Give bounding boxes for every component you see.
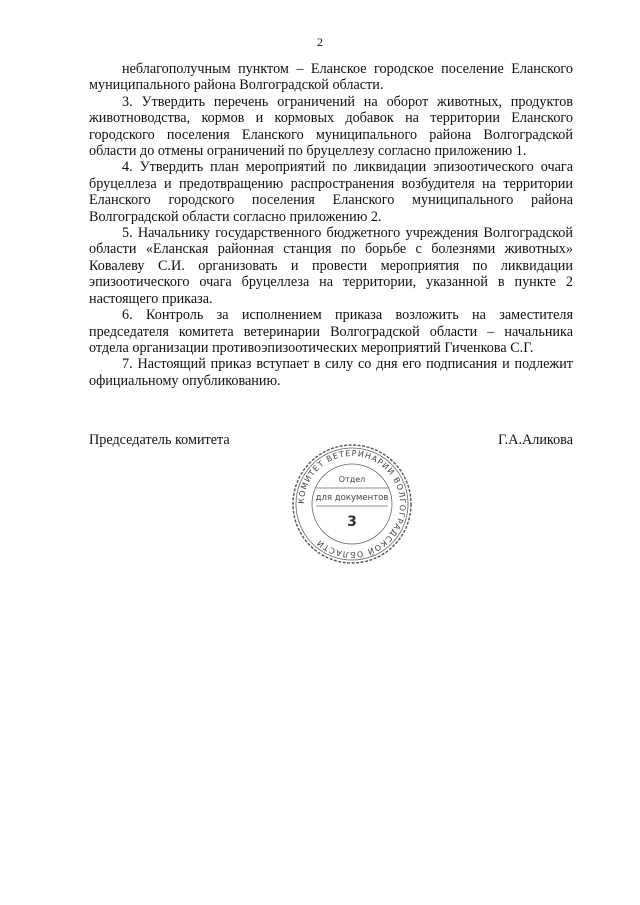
signatory-name: Г.А.Аликова bbox=[498, 432, 573, 448]
paragraph-item-7: 7. Настоящий приказ вступает в силу со дня его подписания и подлежит официальному опубликованию. bbox=[89, 356, 573, 389]
page-number: 2 bbox=[317, 35, 323, 49]
paragraph-item-3: 3. Утвердить перечень ограничений на оборот животных, продуктов животноводства, кормов и кормовых добавок на территории Еланского городского поселения Еланского муниципального района Волгоградской области до отмены ограничений по бруцеллезу согласно приложению 1. bbox=[89, 93, 573, 160]
paragraph-item-5: 5. Начальнику государственного бюджетного учреждения Волгоградской области «Еланская районная станция по борьбе с болезнями животных» Ковалеву С.И. организовать и провести мероприятия по ликвидации эпизоотического очага бруцеллеза на территории, указанной в пункте 2 настоящего приказа. bbox=[89, 225, 573, 307]
stamp-center-top: Отдел bbox=[338, 475, 366, 484]
signatory-title: Председатель комитета bbox=[89, 432, 230, 448]
document-body bbox=[89, 61, 573, 389]
stamp-center-mid: для документов bbox=[315, 493, 389, 503]
paragraph-item-6: 6. Контроль за исполнением приказа возложить на заместителя председателя комитета ветеринарии Волгоградской области – начальника отдела организации противоэпизоотических мероприятий Гиченкова С.Г. bbox=[89, 307, 573, 356]
official-stamp bbox=[290, 442, 414, 566]
svg-text:КОМИТЕТ ВЕТЕРИНАРИИ ВОЛГОГРАДС bbox=[297, 449, 407, 559]
stamp-ring-text: КОМИТЕТ ВЕТЕРИНАРИИ ВОЛГОГРАДСКОЙ ОБЛАСТИ bbox=[296, 448, 408, 560]
paragraph-item-4: 4. Утвердить план мероприятий по ликвидации эпизоотического очага бруцеллеза и предотвращению распространения возбудителя на территории Еланского городского поселения Еланского муниципального района Волгоградской области согласно приложению 2. bbox=[89, 159, 573, 225]
stamp-number: 3 bbox=[347, 514, 357, 530]
paragraph-continuation: неблагополучным пунктом – Еланское городское поселение Еланского муниципального района Волгоградской области. bbox=[89, 61, 573, 94]
